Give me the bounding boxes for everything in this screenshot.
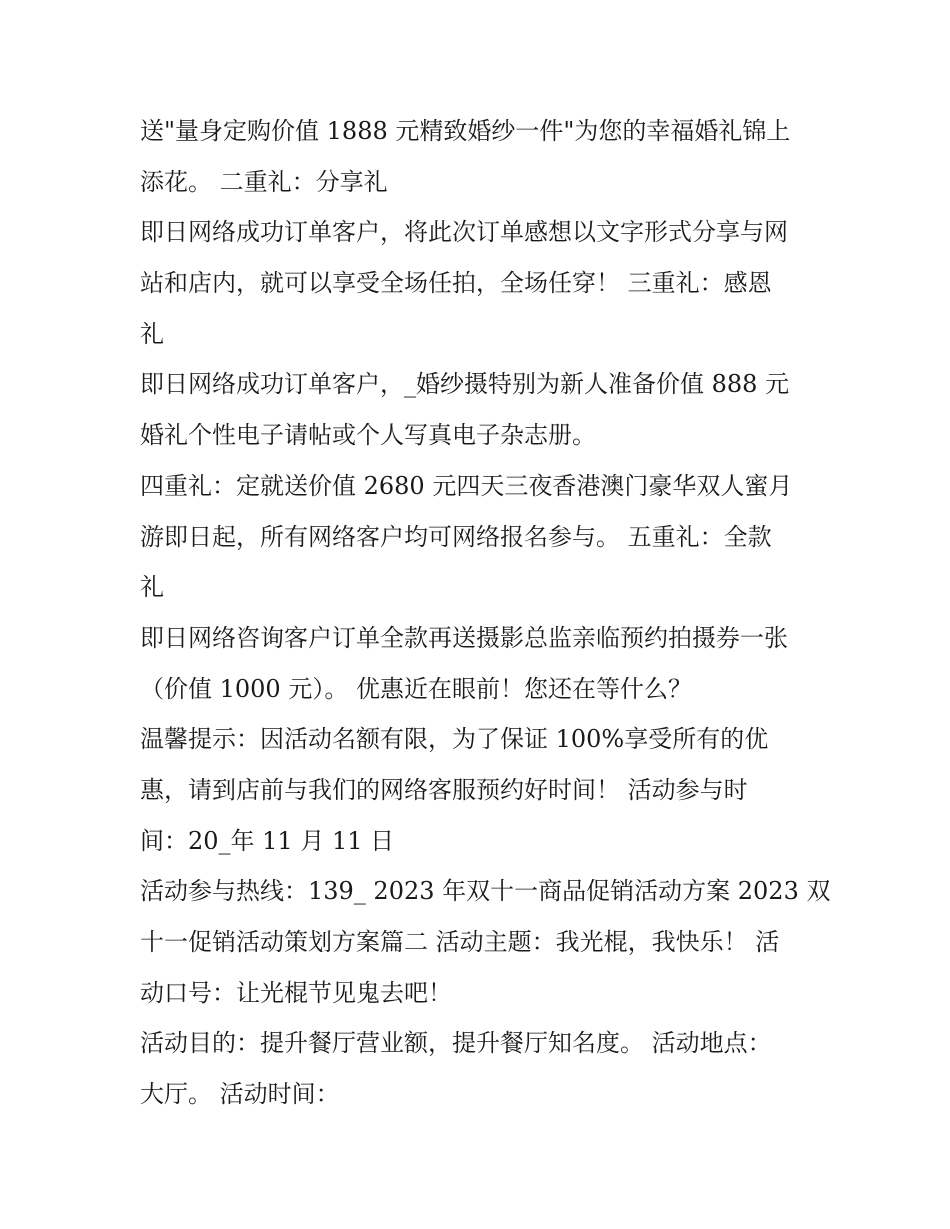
document-body [140,106,831,1120]
text-line: 大厅。 活动时间： [140,1080,340,1109]
text-line: 添花。 二重礼：分享礼 [140,167,388,196]
text-line: 即日网络咨询客户订单全款再送摄影总监亲临预约拍摄券一张 [140,623,788,652]
text-line: 礼 [140,573,164,602]
text-line: 四重礼：定就送价值 2680 元四天三夜香港澳门豪华双人蜜月 [140,471,793,500]
text-line: 活动参与热线：139_ 2023 年双十一商品促销活动方案 2023 双 [140,877,831,906]
text-line: 礼 [140,319,164,348]
text-line: 送"量身定购价值 1888 元精致婚纱一件"为您的幸福婚礼锦上 [140,117,791,145]
text-line: 即日网络成功订单客户，_婚纱摄特别为新人准备价值 888 元 [140,370,790,399]
text-line: 即日网络成功订单客户，将此次订单感想以文字形式分享与网 [140,218,788,247]
text-line: 间：20_年 11 月 11 日 [140,826,395,855]
text-line: 惠，请到店前与我们的网络客服预约好时间！ 活动参与时 [140,775,748,804]
text-line: 活动目的：提升餐厅营业额，提升餐厅知名度。 活动地点： [140,1029,772,1058]
text-line: 站和店内，就可以享受全场任拍，全场任穿！ 三重礼：感恩 [140,269,772,298]
text-line: 游即日起，所有网络客户均可网络报名参与。 五重礼：全款 [140,522,772,551]
text-line: （价值 1000 元）。 优惠近在眼前！您还在等什么？ [140,674,692,703]
text-line: 婚礼个性电子请帖或个人写真电子杂志册。 [140,421,596,450]
text-line: 十一促销活动策划方案篇二 活动主题：我光棍，我快乐！ 活 [140,928,780,956]
text-line: 动口号：让光棍节见鬼去吧！ [140,978,452,1007]
text-line: 温馨提示：因活动名额有限，为了保证 100%享受所有的优 [140,725,769,754]
